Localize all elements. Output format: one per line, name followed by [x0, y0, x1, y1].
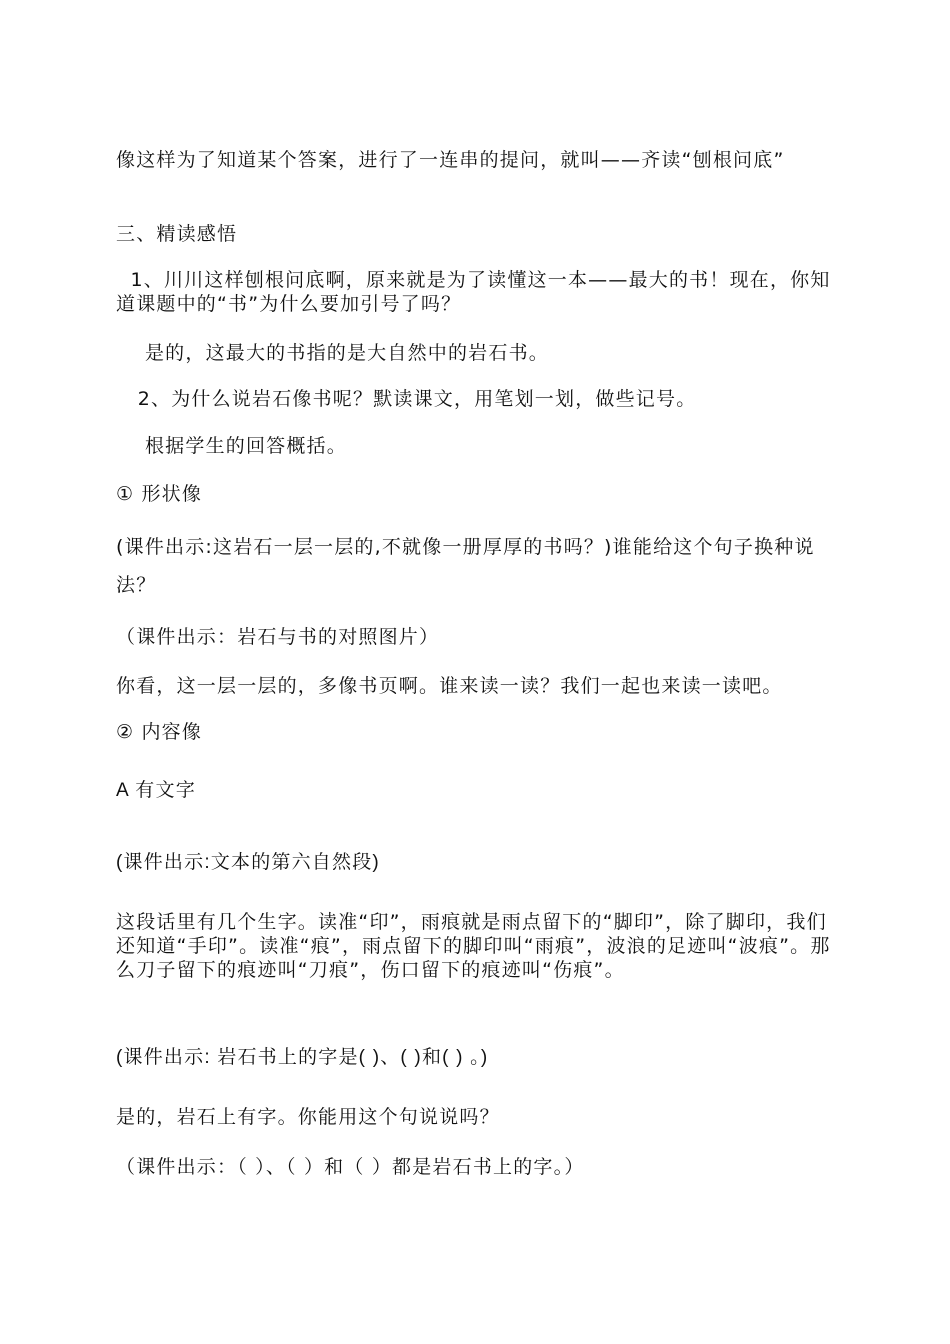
paragraph-item-2: 2、为什么说岩石像书呢？默读课文，用笔划一划，做些记号。: [116, 388, 697, 410]
paragraph-item-1: 1、川川这样刨根问底啊，原来就是为了读懂这一本——最大的书！现在，你知道课题中的“书”为什么要加引号了吗？: [116, 269, 831, 315]
paragraph-use-sentence: 是的，岩石上有字。你能用这个句说说吗？: [116, 1106, 500, 1128]
subheading-has-text: A 有文字: [116, 780, 196, 801]
paragraph-answer-1: 是的，这最大的书指的是大自然中的岩石书。: [116, 342, 549, 364]
section-heading-3: 三、精读感悟: [116, 223, 238, 245]
paragraph-read-together: 你看，这一层一层的，多像书页啊。谁来读一读？我们一起也来读一读吧。: [116, 675, 783, 697]
paragraph-courseware-image: （课件出示：岩石与书的对照图片）: [116, 626, 440, 648]
paragraph-courseware-fill: (课件出示: 岩石书上的字是( )、( )和( ) 。): [116, 1047, 489, 1068]
paragraph-summary: 根据学生的回答概括。: [116, 435, 347, 457]
paragraph-new-characters: 这段话里有几个生字。读准“印”，雨痕就是雨点留下的“脚印”，除了脚印，我们还知道“手印”。读准“痕”，雨点留下的脚印叫“雨痕”，波浪的足迹叫“波痕”。那么刀子留下的痕迹叫“刀痕”，伤口留下的痕迹叫“伤痕”。: [116, 911, 831, 981]
subheading-shape: ① 形状像: [116, 483, 203, 505]
paragraph-courseware-sixth: (课件出示:文本的第六自然段): [116, 852, 380, 873]
paragraph-shape-example: (课件出示:这岩石一层一层的,不就像一册厚厚的书吗？)谁能给这个句子换种说法？: [116, 536, 815, 596]
paragraph-courseware-sentence: （课件出示：（ ）、（ ）和（ ）都是岩石书上的字。）: [116, 1156, 585, 1178]
subheading-content: ② 内容像: [116, 721, 203, 743]
paragraph-intro: 像这样为了知道某个答案，进行了一连串的提问，就叫——齐读“刨根问底”: [116, 149, 785, 171]
